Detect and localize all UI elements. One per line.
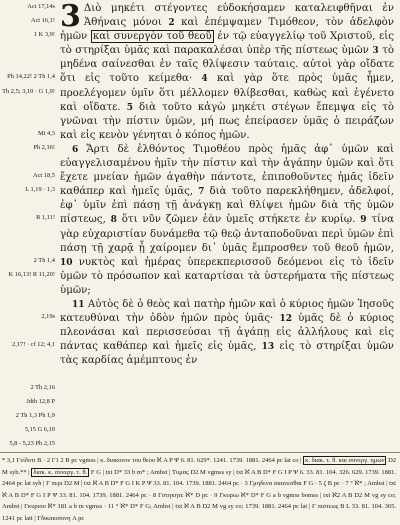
cross-reference (0, 282, 55, 296)
verse-number-10: 10 (60, 257, 73, 268)
cross-reference: 2 Th 1,3 Ph 1,9 (15, 411, 55, 419)
cross-reference: Act 18,5 (32, 172, 55, 180)
verse-1-text: Διὸ μηκέτι στέγοντες εὐδοκήσαμεν καταλειφθῆναι ἐν Ἀθήναις μόνοι (83, 3, 394, 29)
cross-reference (0, 324, 55, 338)
cross-reference: Mt 4,3 (37, 129, 55, 137)
cross-reference (0, 197, 55, 211)
verse-number-11: 11 (72, 299, 85, 310)
apparatus-text-3: F G | txt D* 33 b m* ; Ambst | Τυμας D2 M vgmss sy | txt ℵ A B D* F G I P Ψ 6. 33. 81. 104. 326. 629. 1739. 1881. 2464 pc lat syh | Γ περι D2 M | txt ℵ A B D* F G I K P Ψ 33. 81. 104. 1739. 1881. 2464 pc · 3 Γμηδενα σιαινεσθαι F G · 5 ζ B pc · 7 ° ℵ* ; Ambst | txt ℵ A B D* F G I P Ψ 33. 81. 104. 1739. 1881. 2464 pc · 8 Γστηκητε ℵ* D pc · 9 Γκυριω ℵ* D* F G a b vgmss bomss | txt ℵ2 A B D2 M vg sy co; Ambst | Γκυριου ℵ* 181 a b m vgmss · 11 ° ℵ* D* F G; Ambst | txt ℵ A B D2 M vg sy co; 1739. 1881. 2464 pc lat | Γ πιστεως B L 33. 81. 104. 365. 1241 pc latt | Γδικαιοσυνη A pc (2, 468, 397, 522)
verse-11-text: Αὐτὸς δὲ ὁ θεὸς καὶ πατὴρ ἡμῶν καὶ ὁ κύριος ἡμῶν Ἰησοῦς κατευθύναι τὴν ὁδὸν ἡμῶν πρὸς ὑμᾶς· (60, 298, 394, 325)
verse-12-text: ὑμᾶς δὲ ὁ κύριος πλεονάσαι καὶ περισσεύσαι τῇ ἀγάπῃ εἰς ἀλλήλους καὶ εἰς πάντας καθάπερ καὶ ἡμεῖς εἰς ὑμᾶς, (60, 313, 395, 353)
cross-reference: 2,19s (41, 313, 55, 321)
cross-reference (0, 366, 55, 380)
cross-reference (0, 240, 55, 254)
verse-6-text: Ἄρτι δὲ ἐλθόντος Τιμοθέου πρὸς ἡμᾶς ἀφ᾽ ὑμῶν καὶ εὐαγγελισαμένου ἡμῖν τὴν πίστιν καὶ τὴν ἀγάπην ὑμῶν καὶ ὅτι ἔχετε μνείαν ἡμῶν ἀγαθὴν πάντοτε, ἐπιποθοῦντες ἡμᾶς ἰδεῖν καθάπερ καὶ ἡμεῖς ὑμᾶς, (60, 143, 394, 198)
cross-reference (0, 296, 55, 310)
cross-reference: Ph 2,16! (33, 143, 55, 151)
verse-13-text: εἰς τὸ στηρίξαι ὑμῶν τὰς καρδίας ἀμέμπτους ἐν (60, 341, 394, 367)
cross-reference: 5,8 - 5,23 Ph 2,15 (9, 439, 55, 447)
cross-reference-column (0, 0, 58, 450)
cross-reference: R 1,11! (36, 214, 55, 222)
cross-reference (0, 226, 55, 240)
verse-5-text: διὰ τοῦτο κἀγὼ μηκέτι στέγων ἔπεμψα εἰς τὸ γνῶναι τὴν πίστιν ὑμῶν, μή πως ἐπείρασεν ὑμᾶς ὁ πειράζων καὶ εἰς κενὸν γένηται ὁ κόπος ἡμῶν. (60, 101, 395, 141)
verse-number-13: 13 (261, 342, 275, 353)
verse-2-text-b: ἐν τῷ εὐαγγελίῳ τοῦ Χριστοῦ, εἰς τὸ στηρίξαι ὑμᾶς καὶ παρακαλέσαι ὑπὲρ τῆς πίστεως ὑμῶν (60, 31, 394, 57)
paragraph-1 (60, 2, 394, 143)
verse-9-text: τίνα γὰρ εὐχαριστίαν δυνάμεθα τῷ θεῷ ἀνταποδοῦναι περὶ ὑμῶν ἐπὶ πάσῃ τῇ χαρᾷ ᾗ χαίρομεν δι᾽ ὑμᾶς ἔμπροσθεν τοῦ θεοῦ ἡμῶν, (60, 214, 395, 254)
cross-reference: Th 2,5; 3,10 · G 1,9! (2, 87, 55, 95)
verse-number-3: 3 (372, 46, 379, 57)
verse-number-5: 5 (126, 102, 133, 113)
verse-number-7: 7 (198, 187, 205, 198)
verse-number-6: 6 (72, 144, 79, 155)
verse-7-text: διὰ τοῦτο παρεκλήθημεν, ἀδελφοί, ἐφ᾽ ὑμῖν ἐπὶ πάσῃ τῇ ἀνάγκῃ καὶ θλίψει ἡμῶν διὰ τῆς ὑμῶν πίστεως, (60, 186, 394, 226)
cross-reference (0, 352, 55, 366)
cross-reference: 5,15 G 6,10 (24, 425, 55, 433)
main-text (60, 2, 394, 368)
apparatus-boxed-1: κ. διακ. τ. θ. και συνεργ. ημων (305, 457, 385, 464)
verse-2-text-a: καὶ ἐπέμψαμεν Τιμόθεον, τὸν ἀδελφὸν ἡμῶν (60, 17, 394, 43)
cross-reference: 2 Th 2,16 (30, 383, 55, 391)
cross-reference: Act 16,1! (30, 17, 55, 25)
verse-number-12: 12 (279, 314, 292, 325)
cross-reference: 1 K 3,9! (33, 31, 55, 39)
critical-apparatus (2, 455, 396, 525)
apparatus-text-2: D2 M syh.** | (2, 457, 397, 476)
verse-2-boxed-phrase: καὶ συνεργὸν τοῦ θεοῦ (92, 31, 212, 43)
cross-reference: 2,17! · cf 12; 4,1 (12, 341, 55, 349)
verse-number-8: 8 (110, 215, 117, 226)
cross-reference (0, 113, 55, 127)
apparatus-text-1: * 3,1 Γεἰδοτι B · 2 Γ1 2 B pc vgmss | κ. διακονον του θεου ℵ A P Ψ 6. 81. 629*. 1241. 1739. 1881. 2464 pc lat co | (2, 457, 302, 464)
cross-reference: L 1,19 · 1,3 (25, 186, 55, 194)
verse-number-9: 9 (360, 215, 367, 226)
cross-reference: 2 Th 1,4 (33, 256, 55, 264)
chapter-number: 3 (60, 0, 81, 34)
cross-reference: Act 17,14s (27, 3, 55, 10)
verse-3-text: τὸ μηδένα σαίνεσθαι ἐν ταῖς θλίψεσιν ταύταις. αὐτοὶ γὰρ οἴδατε ὅτι εἰς τοῦτο κείμεθα· (60, 45, 394, 85)
cross-reference (0, 99, 55, 113)
cross-reference: K 16,13! R 11,20! (8, 270, 55, 278)
cross-reference (0, 42, 55, 56)
apparatus-divider (0, 452, 400, 453)
paragraph-3 (60, 298, 394, 368)
cross-reference (0, 155, 55, 169)
apparatus-boxed-2: διακ. κ. συνεργ. τ. θ. (33, 468, 88, 476)
verse-number-4: 4 (201, 74, 208, 85)
verse-8-text: ὅτι νῦν ζῶμεν ἐὰν ὑμεῖς στήκετε ἐν κυρίῳ. (121, 214, 356, 226)
verse-10-text: νυκτὸς καὶ ἡμέρας ὑπερεκπερισσοῦ δεόμενοι εἰς τὸ ἰδεῖν ὑμῶν τὸ πρόσωπον καὶ καταρτίσαι τὰ ὑστερήματα τῆς πίστεως ὑμῶν; (60, 256, 394, 296)
verse-number-2: 2 (168, 18, 175, 29)
cross-reference (0, 56, 55, 70)
cross-reference: Ph 14,22! 2 Th 1,4 (7, 73, 55, 81)
paragraph-2 (60, 143, 394, 298)
cross-reference: Jdth 12,8 P (26, 397, 55, 405)
verse-4-text: καὶ γὰρ ὅτε πρὸς ὑμᾶς ἦμεν, προελέγομεν ὑμῖν ὅτι μέλλομεν θλίβεσθαι, καθὼς καὶ ἐγένετο καὶ οἴδατε. (60, 73, 395, 113)
